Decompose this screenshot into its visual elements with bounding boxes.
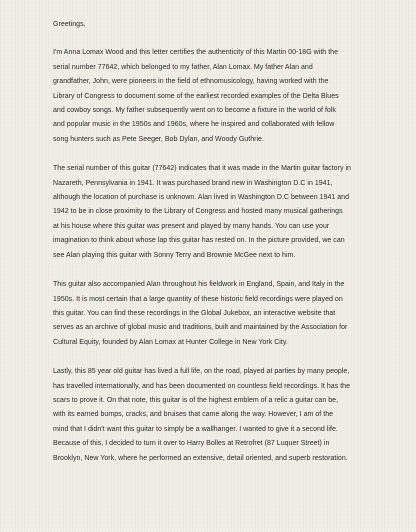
text-line: song hunters such as Pete Seeger, Bob Dylan, and Woody Guthrie. <box>53 135 264 143</box>
text-line: The serial number of this guitar (77642) indicates that it was made in the Martin guitar factory in <box>53 165 351 173</box>
text-line: imagination to think about whose lap this guitar has rested on. In the picture provided, we can <box>53 237 345 245</box>
text-line: although the location of purchase is unknown. Alan lived in Washington D.C between 1941 and <box>53 194 350 202</box>
text-line: I'm Anna Lomax Wood and this letter certifies the authenticity of this Martin 00-18G with the <box>53 49 339 57</box>
text-line: Because of this, I decided to turn it over to Harry Bolles at Retrofret (87 Luquer Street) in <box>53 440 330 448</box>
text-line: serves as an archive of global music and traditions, built and maintained by the Association for <box>53 324 348 332</box>
text-line: has travelled internationally, and has been documented on countless field recordings. It has the <box>53 382 351 390</box>
text-line: 1942 to be in close proximity to the Library of Congress and hosted many musical gatherings <box>53 208 343 216</box>
text-line: see Alan playing this guitar with Sonny Terry and Brownie McGee next to him. <box>53 251 296 259</box>
text-line: This guitar also accompanied Alan throughout his fieldwork in England, Spain, and Italy in the <box>53 281 345 289</box>
paragraph-3 <box>53 278 375 350</box>
text-line: scars to prove it. On that note, this guitar is of the highest emblem of a relic a guitar can be, <box>53 396 339 404</box>
text-line: at his house where this guitar was present and played by many hands. You can use your <box>53 222 330 230</box>
text-line: and cowboy songs. My father subsequently went on to become a fixture in the world of folk <box>53 107 336 115</box>
text-line: with its earned bumps, cracks, and bruises that came along the way. However, I am of the <box>53 411 334 419</box>
text-line: Brooklyn, New York, where he performed an extensive, detail oriented, and superb restoration. <box>53 454 348 462</box>
greeting: Greetings, <box>53 21 86 28</box>
text-line: mind that I didn't want this guitar to simply be a wallhanger. I wanted to give it a second life. <box>53 425 338 433</box>
text-line: grandfather, John, were pioneers in the field of ethnomusicology, having worked with the <box>53 78 329 86</box>
text-line: Library of Congress to document some of the earliest recorded examples of the Delta Blues <box>53 92 339 100</box>
paragraph-2 <box>53 162 375 263</box>
text-line: and popular music in the 1950s and 1960s, where he inspired and collaborated with fellow <box>53 121 335 129</box>
letter-body <box>53 18 375 481</box>
text-line: this guitar. You can find these recordings in the Global Jukebox, an interactive website that <box>53 309 336 317</box>
text-line: serial number 77642, which belonged to my father, Alan Lomax. My father Alan and <box>53 63 313 71</box>
paragraph-4 <box>53 365 375 466</box>
text-line: Lastly, this 85 year old guitar has lived a full life, on the road, played at parties by many people, <box>53 368 350 376</box>
text-line: 1950s. It is most certain that a large quantity of these historic field recordings were played on <box>53 295 343 303</box>
paragraph-1 <box>53 46 375 147</box>
text-line: Cultural Equity, founded by Alan Lomax at Hunter College in New York City. <box>53 338 288 346</box>
text-line: Nazareth, Pennsylvania in 1941. It was purchased brand new in Washington D.C in 1941, <box>53 179 333 187</box>
